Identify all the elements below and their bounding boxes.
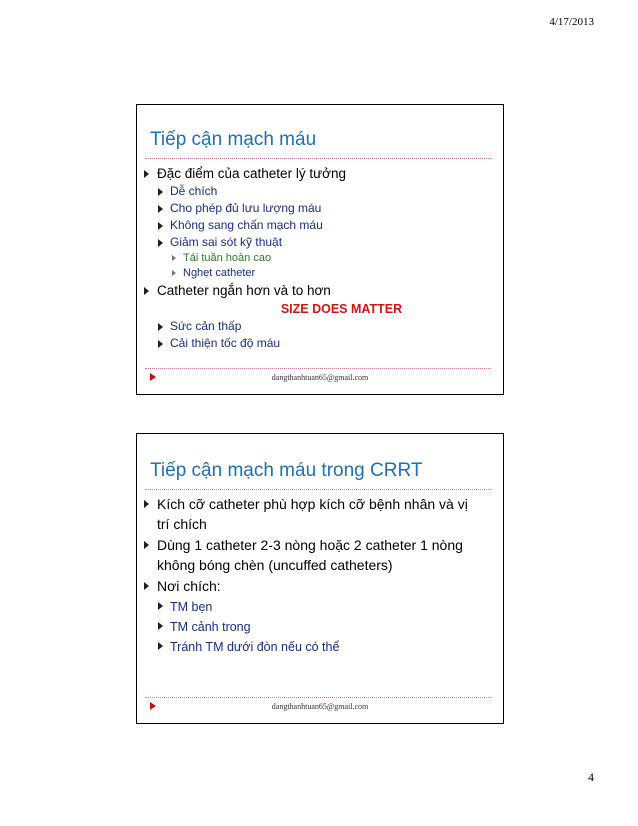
- bullet-item: [142, 200, 497, 217]
- triangle-bullet-icon: [158, 222, 163, 230]
- emphasis-text: SIZE DOES MATTER: [280, 302, 403, 316]
- bullet-text: Catheter ngắn hơn và to hơn: [157, 283, 331, 298]
- bullet-text: TM cảnh trong: [170, 620, 251, 634]
- footer-email: dangthanhtuan65@gmail.com: [271, 702, 369, 711]
- bullet-text: Nghẹt catheter: [183, 267, 256, 279]
- bullet-text: Tránh TM dưới đòn nếu có thể: [170, 640, 340, 654]
- bullet-item: [142, 494, 497, 534]
- triangle-bullet-icon: [144, 541, 149, 549]
- slide-2: [136, 433, 504, 724]
- bullet-text: Dùng 1 catheter 2-3 nòng hoặc 2 catheter 1 nòng không bóng chèn (uncuffed catheters): [157, 537, 463, 573]
- slide-content: [142, 494, 497, 657]
- bullet-item: [142, 576, 497, 596]
- bullet-item: [142, 597, 497, 617]
- bullet-text: Cho phép đủ lưu lượng máu: [170, 201, 322, 215]
- slide-1: [136, 104, 504, 395]
- triangle-bullet-icon: [144, 170, 149, 178]
- title-divider: [145, 158, 491, 159]
- bullet-item: [142, 335, 497, 352]
- bullet-text: Kích cỡ catheter phù hợp kích cỡ bệnh nhân và vị trí chích: [157, 496, 468, 532]
- bullet-item: [142, 318, 497, 335]
- bullet-item: [142, 217, 497, 234]
- bullet-text: Giảm sai sót kỹ thuật: [170, 235, 283, 249]
- triangle-bullet-icon: [158, 622, 163, 630]
- bullet-item: [142, 266, 497, 281]
- triangle-bullet-icon: [158, 340, 163, 348]
- triangle-bullet-icon: [158, 239, 163, 247]
- bullet-item: [142, 234, 497, 251]
- bullet-text: Nơi chích:: [157, 578, 221, 594]
- bullet-item: [142, 183, 497, 200]
- triangle-bullet-icon: [144, 582, 149, 590]
- triangle-bullet-icon: [158, 188, 163, 196]
- bullet-item: [142, 251, 497, 266]
- triangle-bullet-icon: [158, 602, 163, 610]
- slide-content: [142, 164, 497, 352]
- bullet-text: TM bẹn: [170, 600, 213, 614]
- bullet-item: [142, 637, 497, 657]
- bullet-item: [142, 281, 497, 300]
- bullet-text: Dễ chích: [170, 184, 218, 198]
- triangle-bullet-icon: [144, 287, 149, 295]
- footer-divider: [145, 368, 491, 369]
- footer-email: dangthanhtuan65@gmail.com: [271, 373, 369, 382]
- title-divider: [145, 489, 491, 490]
- slide-title: Tiếp cận mạch máu trong CRRT: [150, 460, 423, 481]
- bullet-text: Tái tuần hoàn cao: [183, 252, 272, 264]
- triangle-bullet-icon: [172, 255, 176, 261]
- triangle-bullet-icon: [144, 500, 149, 508]
- triangle-bullet-icon: [172, 270, 176, 276]
- page-number: 4: [588, 770, 594, 784]
- bullet-item: [142, 535, 497, 575]
- triangle-bullet-icon: [158, 642, 163, 650]
- bullet-text: Sức cản thấp: [170, 319, 242, 333]
- page-date: 4/17/2013: [549, 16, 594, 28]
- bullet-text: Đặc điểm của catheter lý tưởng: [157, 166, 346, 181]
- bullet-text: Cải thiện tốc độ máu: [170, 336, 281, 350]
- footer-divider: [145, 697, 491, 698]
- slide-title: Tiếp cận mạch máu: [150, 129, 317, 150]
- triangle-bullet-icon: [158, 205, 163, 213]
- triangle-bullet-icon: [158, 323, 163, 331]
- bullet-item: [142, 164, 497, 183]
- bullet-text: Không sang chấn mạch máu: [170, 218, 323, 232]
- bullet-item: [142, 617, 497, 637]
